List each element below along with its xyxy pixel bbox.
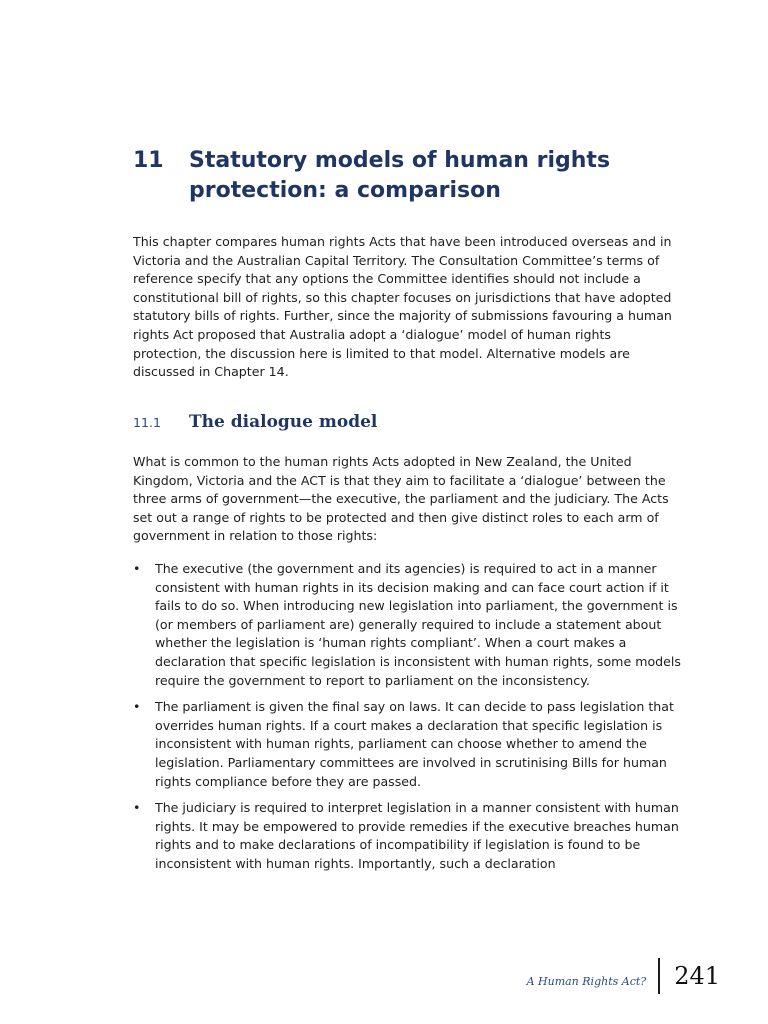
bullet-text: The parliament is given the final say on laws. It can decide to pass legislation that overrides human rights. If a court makes a declaration that specific legislation is inconsistent with human rights, parliament can choose whether to amend the legislation. Parliamentary committees are involved in scrutinising Bills for human rights compliance before they are passed.: [155, 699, 674, 789]
chapter-number: 11: [133, 148, 164, 173]
page-number: 241: [674, 962, 720, 990]
intro-paragraph: This chapter compares human rights Acts that have been introduced overseas and in Victoria and the Australian Capital Territory. The Consultation Committee’s terms of reference specify that any options the Committee identifies should not include a constitutional bill of rights, so this chapter focuses on jurisdictions that have adopted statutory bills of rights. Further, since the majority of submissions favouring a human rights Act proposed that Australia adopt a ‘dialogue’ model of human rights protection, the discussion here is limited to that model. Alternative models are discussed in Chapter 14.: [133, 234, 672, 380]
bullet-list: [133, 560, 683, 882]
chapter-title: Statutory models of human rights protection: a comparison: [189, 148, 611, 203]
section-paragraph: What is common to the human rights Acts adopted in New Zealand, the United Kingdom, Victoria and the ACT is that they aim to facilitate a ‘dialogue’ between the three arms of government—the executive, the parliament and the judiciary. The Acts set out a range of rights to be protected and then give distinct roles to each arm of government in relation to those rights:: [133, 454, 669, 544]
bullet-item-parliament: [133, 698, 683, 791]
bullet-text: The executive (the government and its agencies) is required to act in a manner consistent with human rights in its decision making and can face court action if it fails to do so. When introducing new legislation into parliament, the government is (or members of parliament are) generally required to include a statement about whether the legislation is ‘human rights compliant’. When a court makes a declaration that specific legislation is inconsistent with human rights, some models require the government to report to parliament on the inconsistency.: [155, 561, 681, 688]
bullet-marker: •: [133, 699, 141, 715]
chapter-heading: [133, 146, 693, 206]
section-number: 11.1: [133, 415, 162, 430]
footer-label: A Human Rights Act?: [526, 974, 647, 988]
bullet-item-judiciary: [133, 799, 683, 873]
bullet-marker: •: [133, 800, 141, 816]
bullet-item-executive: [133, 560, 683, 690]
section-heading: [133, 412, 683, 432]
footer-divider: [658, 958, 660, 994]
page-footer: [527, 956, 720, 996]
bullet-marker: •: [133, 561, 141, 576]
section-title: The dialogue model: [189, 412, 378, 432]
bullet-text: The judiciary is required to interpret legislation in a manner consistent with human rights. It may be empowered to provide remedies if the executive breaches human rights and to make declarations of incompatibility if legislation is found to be inconsistent with human rights. Importantly, such a declaration: [155, 800, 679, 871]
